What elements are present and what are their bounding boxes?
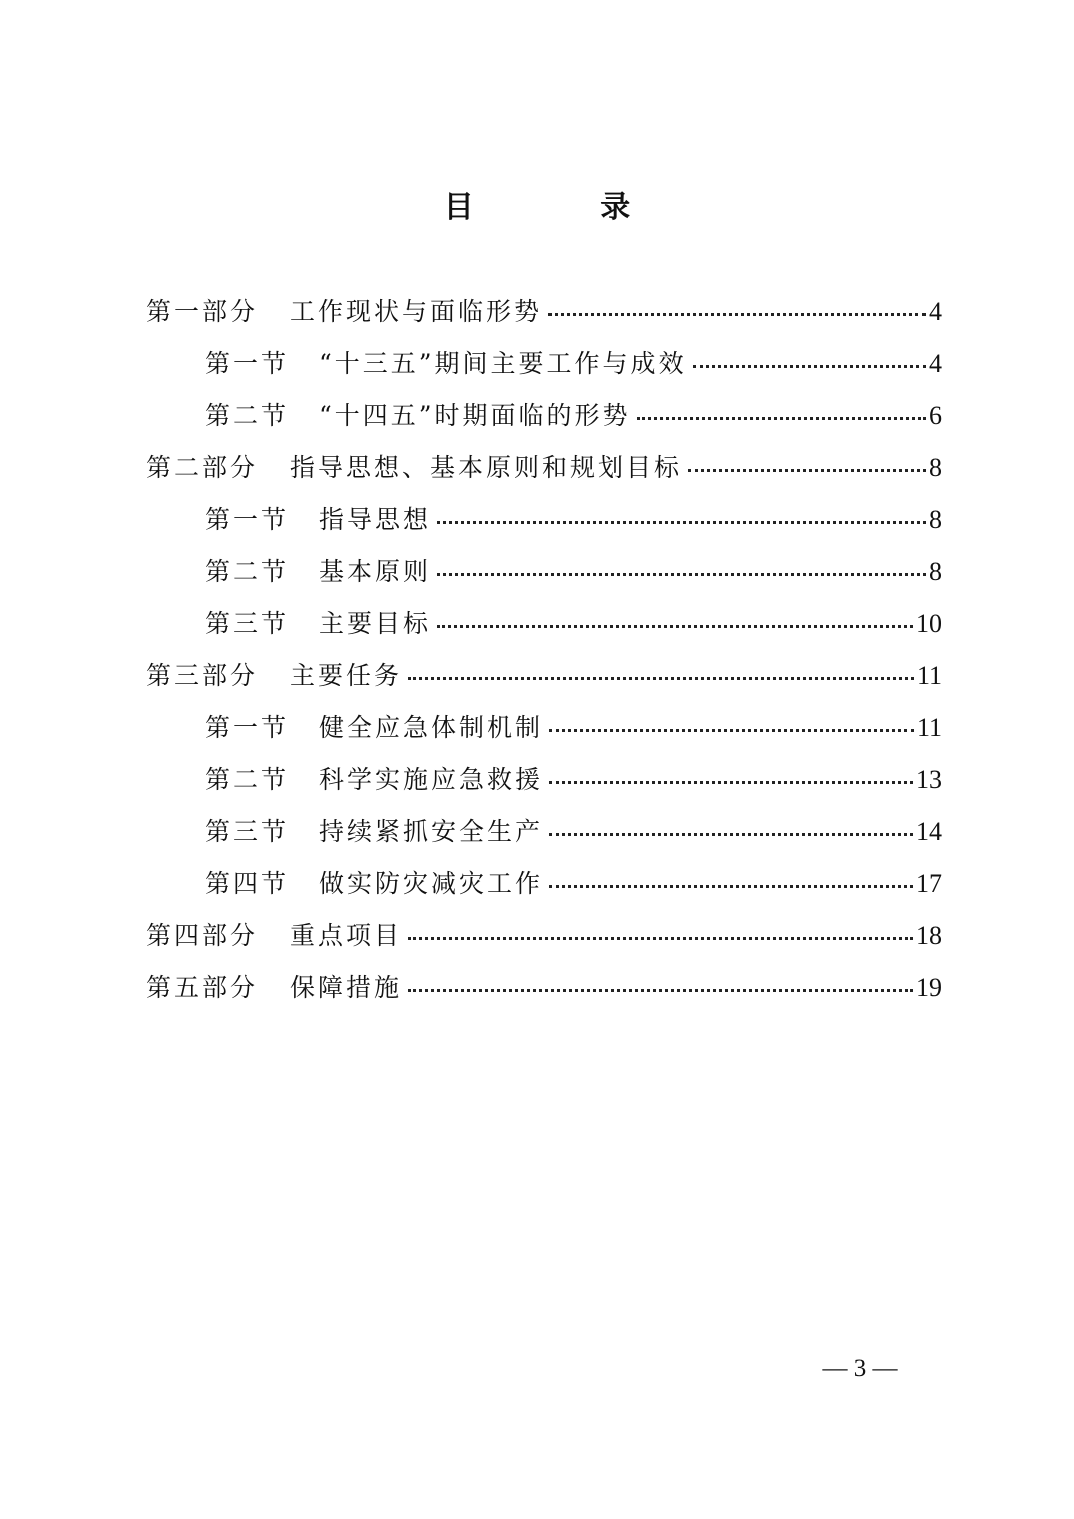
toc-entry-number: 第三节 xyxy=(205,817,290,846)
toc-entry-number: 第二节 xyxy=(205,765,290,794)
toc-entry-title: 重点项目 xyxy=(290,921,403,950)
toc-entry-page: 11 xyxy=(916,713,942,742)
toc-entry-part-3-section-4[interactable] xyxy=(205,864,942,904)
page-title: 目 录 xyxy=(443,190,689,225)
toc-entry-part-3-section-1[interactable] xyxy=(205,708,942,748)
toc-entry-page: 10 xyxy=(916,609,942,638)
toc-entry-number: 第三节 xyxy=(205,609,290,638)
toc-entry-title: 指导思想 xyxy=(319,505,432,534)
toc-entry-number: 第五部分 xyxy=(146,973,259,1002)
toc-entry-title: 保障措施 xyxy=(290,973,403,1002)
toc-dot-leader xyxy=(549,833,913,836)
toc-entry-page: 4 xyxy=(929,349,942,378)
toc-entry-number: 第一节 xyxy=(205,505,290,534)
toc-entry-title: “十三五”期间主要工作与成效 xyxy=(319,349,687,378)
toc-entry-page: 11 xyxy=(916,661,942,690)
toc-dot-leader xyxy=(637,417,926,420)
toc-entry-page: 14 xyxy=(916,817,942,846)
toc-entry-page: 4 xyxy=(929,297,942,326)
toc-entry-number: 第四部分 xyxy=(146,921,259,950)
toc-dot-leader xyxy=(437,521,926,524)
toc-entry-title: “十四五”时期面临的形势 xyxy=(319,401,631,430)
toc-entry-part-3-section-2[interactable] xyxy=(205,760,942,800)
toc-entry-page: 8 xyxy=(929,453,942,482)
toc-dot-leader xyxy=(437,625,913,628)
toc-entry-page: 6 xyxy=(929,401,942,430)
toc-dot-leader xyxy=(693,365,926,368)
toc-entry-page: 13 xyxy=(916,765,942,794)
toc-entry-part-4[interactable] xyxy=(146,916,942,956)
toc-entry-page: 8 xyxy=(929,557,942,586)
toc-entry-title: 持续紧抓安全生产 xyxy=(319,817,544,846)
toc-entry-title: 健全应急体制机制 xyxy=(319,713,544,742)
toc-dot-leader xyxy=(549,885,913,888)
toc-entry-title: 工作现状与面临形势 xyxy=(290,297,543,326)
toc-entry-number: 第四节 xyxy=(205,869,290,898)
toc-entry-number: 第二节 xyxy=(205,401,290,430)
toc-entry-number: 第二部分 xyxy=(146,453,259,482)
toc-entry-title: 主要任务 xyxy=(290,661,403,690)
toc-entry-part-2-section-2[interactable] xyxy=(205,552,942,592)
toc-dot-leader xyxy=(688,469,926,472)
toc-entry-number: 第三部分 xyxy=(146,661,259,690)
toc-entry-page: 19 xyxy=(916,973,942,1002)
toc-entry-part-5[interactable] xyxy=(146,968,942,1008)
toc-entry-part-2-section-1[interactable] xyxy=(205,500,942,540)
toc-dot-leader xyxy=(548,313,926,316)
toc-entry-page: 18 xyxy=(916,921,942,950)
toc-dot-leader xyxy=(408,677,914,680)
toc-entry-title: 科学实施应急救援 xyxy=(319,765,544,794)
toc-entry-page: 8 xyxy=(929,505,942,534)
toc-entry-title: 基本原则 xyxy=(319,557,432,586)
toc-entry-title: 指导思想、基本原则和规划目标 xyxy=(290,453,683,482)
toc-entry-title: 做实防灾减灾工作 xyxy=(319,869,544,898)
toc-entry-part-3-section-3[interactable] xyxy=(205,812,942,852)
toc-entry-title: 主要目标 xyxy=(319,609,432,638)
toc-dot-leader xyxy=(549,729,914,732)
toc-dot-leader xyxy=(437,573,926,576)
toc-entry-number: 第一部分 xyxy=(146,297,259,326)
toc-entry-part-1[interactable] xyxy=(146,292,942,332)
toc-entry-part-2[interactable] xyxy=(146,448,942,488)
toc-entry-part-1-section-2[interactable] xyxy=(205,396,942,436)
toc-entry-number: 第一节 xyxy=(205,349,290,378)
toc-dot-leader xyxy=(549,781,913,784)
toc-entry-number: 第二节 xyxy=(205,557,290,586)
toc-entry-page: 17 xyxy=(916,869,942,898)
toc-entry-number: 第一节 xyxy=(205,713,290,742)
page-number: — 3 — xyxy=(822,1355,898,1382)
toc-entry-part-3[interactable] xyxy=(146,656,942,696)
toc-dot-leader xyxy=(408,989,913,992)
toc-entry-part-2-section-3[interactable] xyxy=(205,604,942,644)
toc-dot-leader xyxy=(408,937,913,940)
toc-entry-part-1-section-1[interactable] xyxy=(205,344,942,384)
